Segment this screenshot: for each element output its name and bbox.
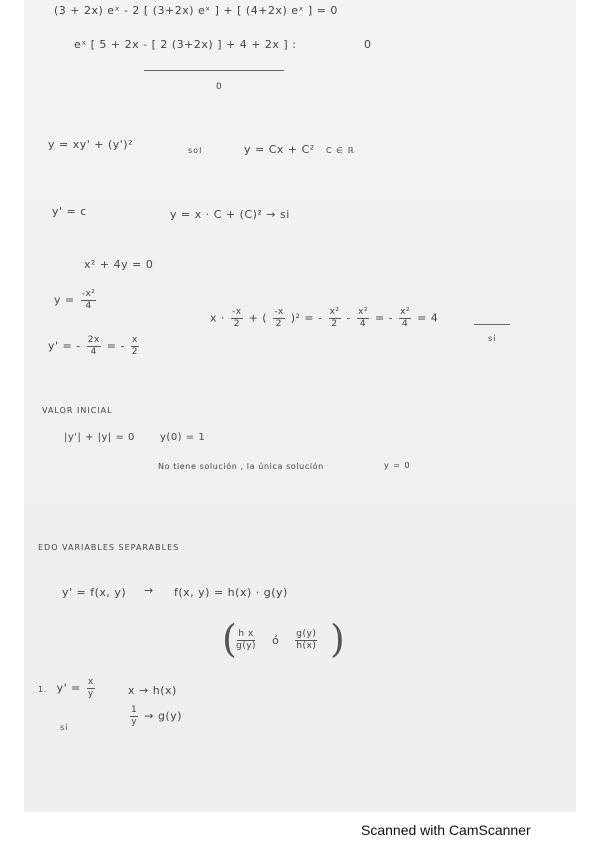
underline-1 (144, 70, 284, 71)
check-frac-d-den: 4 (359, 319, 367, 329)
check-end: = 4 (417, 311, 439, 325)
yp-lhs: y' = - (48, 339, 81, 353)
camscanner-watermark: Scanned with CamScanner (361, 822, 531, 838)
check-frac-e (399, 308, 411, 329)
example-1 (38, 678, 97, 699)
verification-line (210, 308, 438, 329)
edo-heading: EDO VARIABLES SEPARABLES (38, 543, 180, 552)
example-map-rhs: → g(y) (144, 709, 183, 723)
yp-frac-b (131, 336, 139, 357)
check-frac-d (357, 308, 369, 329)
option-frac-b-num: g(y) (296, 629, 317, 639)
underline-check (474, 324, 510, 325)
check-frac-b (273, 308, 285, 329)
y-fraction (81, 290, 97, 311)
example-frac-den: y (87, 689, 94, 699)
option-or: ó (272, 633, 280, 647)
example-map-frac (130, 706, 138, 727)
example-si: sí (60, 723, 69, 732)
example-map-g (128, 706, 182, 727)
separable-factorization: f(x, y) = h(x) · g(y) (174, 586, 288, 599)
yp-frac-b-den: 2 (131, 347, 138, 357)
si-mark-1: sí (488, 334, 497, 343)
check-frac-d-num: x² (358, 307, 368, 317)
solution-domain: C ∈ ℝ (326, 146, 355, 155)
check-frac-e-den: 4 (401, 319, 409, 329)
implies-arrow: → (144, 584, 154, 597)
y-singular (54, 290, 98, 311)
ivp-initial-condition: y(0) = 1 (160, 432, 206, 443)
check-frac-b-den: 2 (275, 319, 283, 329)
check-eq: = - (374, 311, 394, 325)
example-number: 1. (38, 684, 47, 694)
equation-line-3: 0 (216, 82, 223, 92)
ivp-equation: |y'| + |y| = 0 (64, 432, 135, 443)
example-frac (87, 678, 95, 699)
check-square: )² = - (290, 311, 323, 325)
left-paren: ( (222, 617, 237, 661)
y-eq-label: y = (54, 293, 75, 307)
example-map-frac-den: y (131, 717, 138, 727)
y-prime-derivative (48, 336, 141, 357)
y-fraction-num: -x² (81, 289, 96, 299)
option-frac-b-den: h(x) (296, 641, 317, 651)
example-map-h: x → h(x) (128, 684, 177, 697)
ode-equation: y = xy' + (y')² (48, 138, 133, 151)
valor-inicial-heading: VALOR INICIAL (42, 406, 113, 415)
yp-frac-a-den: 4 (90, 347, 97, 357)
check-minus: - (346, 311, 351, 325)
yp-frac-a-num: 2x (87, 335, 100, 345)
right-paren: ) (330, 617, 345, 661)
check-frac-a (231, 308, 243, 329)
scanned-page (24, 0, 576, 812)
check-frac-c-den: 2 (331, 319, 338, 329)
example-lhs: y' = (56, 681, 81, 695)
yp-eq: = - (106, 339, 125, 353)
option-frac-a-num: h x (238, 629, 254, 639)
check-frac-c (329, 308, 341, 329)
separable-form: y' = f(x, y) (62, 586, 127, 599)
ivp-note: No tiene solución , la única solución (158, 462, 324, 471)
equation-line-2: eˣ [ 5 + 2x - [ 2 (3+2x) ] + 4 + 2x ] : (74, 38, 297, 51)
check-plus: + ( (248, 311, 268, 325)
check-frac-a-num: -x (232, 307, 242, 317)
yp-frac-a (87, 336, 101, 357)
check-frac-e-num: x² (400, 307, 411, 317)
equation-line-2-result: 0 (364, 38, 372, 51)
check-frac-a-den: 2 (233, 319, 240, 329)
option-frac-a (236, 630, 256, 651)
sol-label: sol (188, 146, 203, 155)
check-frac-c-num: x² (329, 307, 340, 317)
ivp-solution: y = 0 (384, 461, 411, 470)
y-prime-c: y' = c (52, 205, 87, 218)
singular-condition: x² + 4y = 0 (84, 258, 154, 271)
option-frac-a-den: g(y) (236, 641, 257, 651)
equation-line-1: (3 + 2x) eˣ - 2 [ (3+2x) eˣ ] + [ (4+2x) eˣ ] = 0 (54, 4, 338, 17)
substitution-line: y = x · C + (C)² → si (170, 208, 290, 221)
y-fraction-den: 4 (85, 301, 92, 311)
yp-frac-b-num: x (131, 335, 138, 345)
example-frac-num: x (87, 677, 94, 687)
separable-options (234, 630, 319, 651)
example-map-frac-num: 1 (131, 705, 138, 715)
check-x: x · (210, 311, 226, 325)
check-frac-b-num: -x (274, 307, 284, 317)
general-solution: y = Cx + C² (244, 143, 315, 156)
option-frac-b (295, 630, 317, 651)
